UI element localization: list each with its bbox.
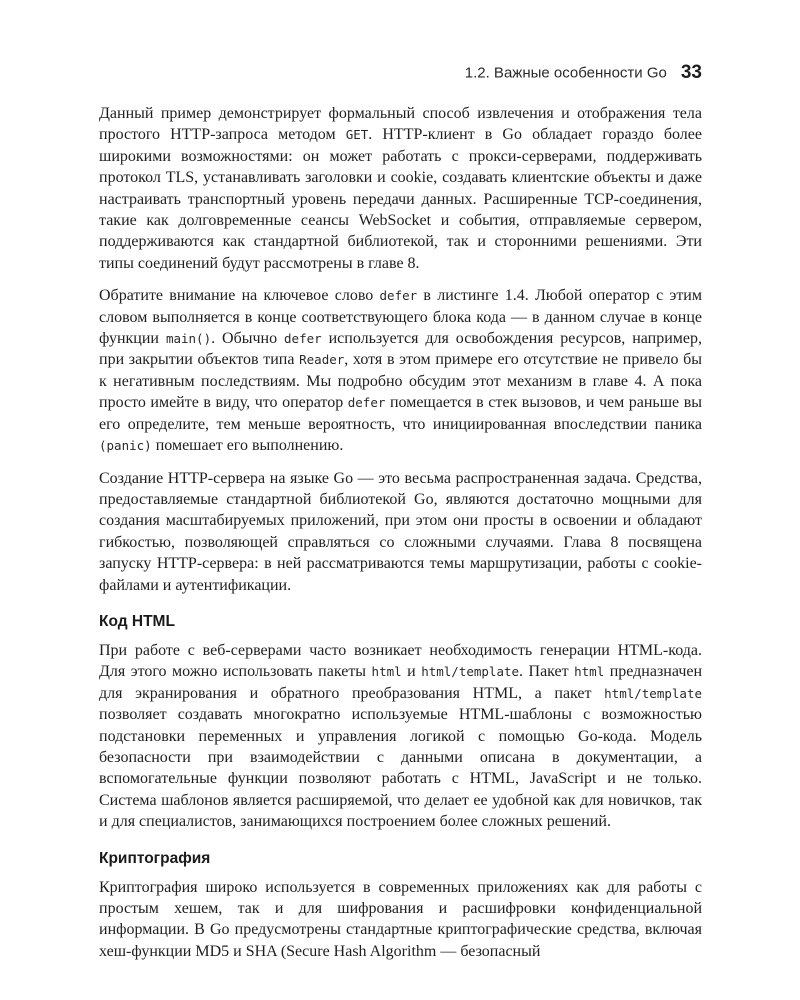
paragraph-text: , хотя в этом примере его отсутствие не привело бы к негативным последствиям. Мы подробно обсудим этот механизм в главе 4. А пока просто имейте в виду, что оператор [99, 351, 703, 412]
inline-code: html/template [604, 685, 702, 701]
inline-code: defer [284, 331, 322, 347]
paragraph-text: в листинге 1.4. Любой оператор с этим словом выполняется в конце соответствующего блока кода — в данном случае в конце функции [99, 287, 702, 348]
paragraph-text: . HTTP-клиент в Go обладает гораздо более широкими возможностями: он может работать с прокси-серверами, поддерживать протокол TLS, устанавливать заголовки и cookie, создавать клиентские объекты и даже настраивать транспортный уровень передачи данных. Расширенные TCP-соединения, такие как долговременные сеансы WebSocket и события, отправляемые сервером, поддерживаются как стандартной библиотекой, так и сторонними решениями. Эти типы соединений будут рассмотрены в главе 8. [99, 126, 702, 272]
paragraph-text: Обратите внимание на ключевое слово [99, 287, 380, 305]
inline-code: defer [379, 288, 418, 304]
inline-code: (panic) [99, 438, 152, 454]
paragraph-text: используется для освобождения ресурсов, например, при закрытии объектов типа [99, 330, 702, 369]
paragraph-text: Данный пример демонстрирует формальный способ извлечения и отображения тела простого HTTP-запроса методом [99, 105, 702, 144]
paragraph-text: предназначен для экранирования и обратного преобразования HTML, а пакет [99, 663, 703, 702]
paragraph-cryptography [99, 877, 702, 963]
paragraph-defer [99, 285, 702, 456]
paragraph-text: и [401, 663, 422, 681]
paragraph-text: помешает его выполнению. [151, 437, 344, 455]
paragraph-text: Криптография широко используется в современных приложениях как для работы с простым хешем, так и для шифрования и расшифровки конфиденциальной информации. В Go предусмотрены стандартные криптографические средства, включая хеш-функции MD5 и SHA (Secure Hash Algorithm — безопасный [99, 878, 702, 960]
heading-cryptography: Криптография [99, 849, 211, 867]
inline-code: Reader [299, 352, 345, 368]
page-body [99, 103, 702, 973]
inline-code: defer [347, 395, 386, 411]
paragraph-html [99, 640, 702, 833]
inline-code: html [371, 664, 402, 680]
paragraph-http-client [99, 103, 702, 274]
section-title: 1.2. Важные особенности Go [464, 64, 667, 82]
heading-html-code: Код HTML [99, 612, 175, 630]
inline-code: html [574, 664, 605, 680]
paragraph-text: При работе с веб-серверами часто возникает необходимость генерации HTML-кода. Для этого можно использовать пакеты [99, 641, 702, 681]
paragraph-http-server [99, 468, 702, 596]
paragraph-text: позволяет создавать многократно используемые HTML-шаблоны с возможностью подстановки переменных и управления логикой с помощью Go-кода. Модель безопасности при взаимодействии с данными описана в документации, а вспомогательные функции позволяют работать с HTML, JavaScript и не только. Система шаблонов является расширяемой, что делает ее удобной как для новичков, так и для специалистов, занимающихся построением более сложных решений. [99, 706, 702, 831]
paragraph-text: помещается в стек вызовов, и чем раньше вы его определите, тем меньше вероятность, что инициированная впоследствии паника [99, 394, 702, 433]
inline-code: GET [345, 127, 369, 143]
inline-code: main() [165, 331, 212, 347]
paragraph-text: Создание HTTP-сервера на языке Go — это весьма распространенная задача. Средства, предоставляемые стандартной библиотекой Go, являются достаточно мощными для создания масштабируемых приложений, при этом они просты в освоении и обладают гибкостью, позволяющей справляться со сложными случаями. Глава 8 посвящена запуску HTTP-сервера: в ней рассматриваются темы маршрутизации, работы с cookie-файлами и аутентификации. [99, 469, 702, 594]
page-number: 33 [680, 62, 702, 83]
paragraph-text: . Обычно [211, 330, 285, 348]
running-header [99, 62, 702, 88]
paragraph-text: . Пакет [519, 663, 575, 681]
inline-code: html/template [421, 664, 520, 680]
